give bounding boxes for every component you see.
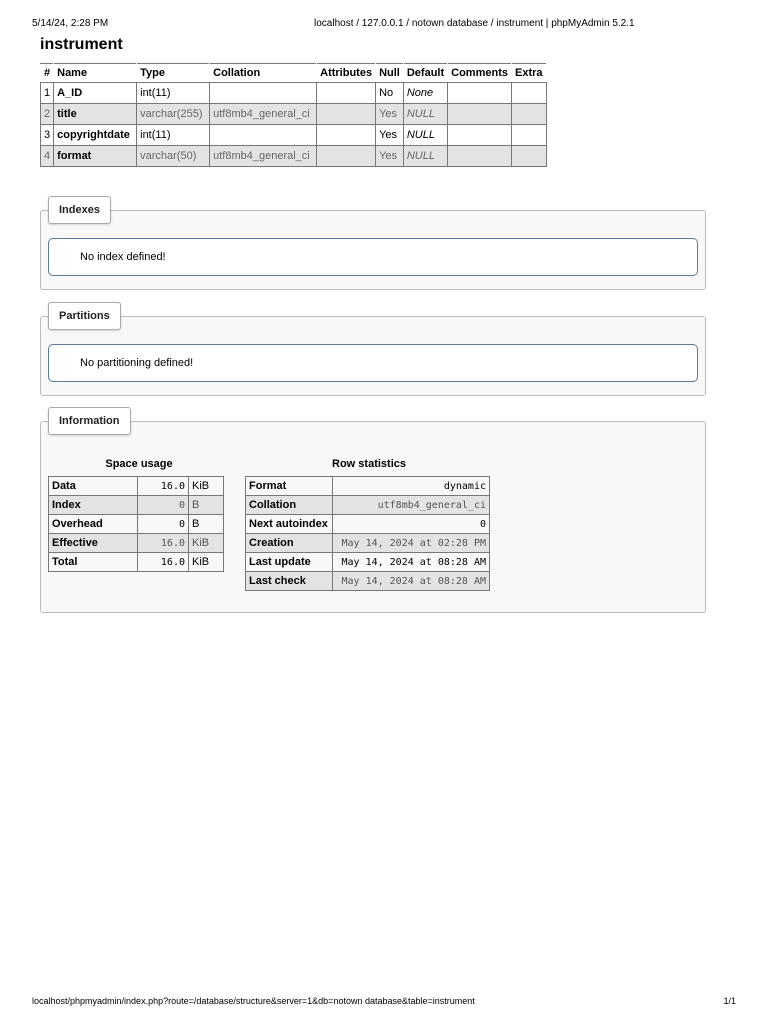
stat-value: May 14, 2024 at 08:28 AM xyxy=(333,572,490,591)
indexes-notice: No index defined! xyxy=(48,238,698,276)
stat-value: 0 xyxy=(333,515,490,534)
column-collation xyxy=(210,83,317,104)
page-number: 1/1 xyxy=(723,996,736,1006)
table-row xyxy=(49,515,224,534)
column-name: A_ID xyxy=(54,83,137,104)
column-header: Name xyxy=(54,64,137,83)
column-comments xyxy=(448,104,512,125)
table-row xyxy=(246,477,490,496)
print-date: 5/14/24, 2:28 PM xyxy=(32,18,109,29)
column-attributes xyxy=(317,83,376,104)
structure-table xyxy=(40,63,547,167)
print-page-title: localhost / 127.0.0.1 / notown database / instrument | phpMyAdmin 5.2.1 xyxy=(314,18,635,29)
stat-label: Effective xyxy=(49,534,138,553)
column-header: Default xyxy=(403,64,447,83)
stat-label: Overhead xyxy=(49,515,138,534)
column-null: Yes xyxy=(376,104,404,125)
table-row xyxy=(49,477,224,496)
column-header: Null xyxy=(376,64,404,83)
column-collation xyxy=(210,125,317,146)
stat-unit: KiB xyxy=(189,534,224,553)
column-header: Comments xyxy=(448,64,512,83)
column-collation: utf8mb4_general_ci xyxy=(210,104,317,125)
stat-value: 0 xyxy=(138,515,189,534)
row-number: 3 xyxy=(41,125,54,146)
row-statistics-table xyxy=(245,476,490,591)
column-extra xyxy=(511,125,546,146)
space-usage-title: Space usage xyxy=(105,458,173,470)
column-extra xyxy=(511,146,546,167)
stat-value: 16.0 xyxy=(138,477,189,496)
table-row xyxy=(49,496,224,515)
stat-value: May 14, 2024 at 08:28 AM xyxy=(333,553,490,572)
stat-value: 0 xyxy=(138,496,189,515)
table-row xyxy=(41,104,547,125)
print-url: localhost/phpmyadmin/index.php?route=/database/structure&server=1&db=notown database&table=instrument xyxy=(32,996,475,1006)
stat-label: Collation xyxy=(246,496,333,515)
stat-unit: KiB xyxy=(189,477,224,496)
column-type: int(11) xyxy=(137,125,210,146)
column-comments xyxy=(448,146,512,167)
stat-label: Next autoindex xyxy=(246,515,333,534)
column-default: NULL xyxy=(403,125,447,146)
table-row xyxy=(49,553,224,572)
structure-header-row xyxy=(41,64,547,83)
stat-value: May 14, 2024 at 02:28 PM xyxy=(333,534,490,553)
table-row xyxy=(246,515,490,534)
column-null: Yes xyxy=(376,125,404,146)
table-row xyxy=(246,553,490,572)
table-row xyxy=(246,572,490,591)
space-usage-table xyxy=(48,476,224,572)
stat-unit: B xyxy=(189,496,224,515)
stat-label: Index xyxy=(49,496,138,515)
table-row xyxy=(246,534,490,553)
table-row xyxy=(49,534,224,553)
column-default: None xyxy=(403,83,447,104)
stat-label: Total xyxy=(49,553,138,572)
information-panel xyxy=(40,415,706,613)
column-null: Yes xyxy=(376,146,404,167)
column-name: copyrightdate xyxy=(54,125,137,146)
table-row xyxy=(41,83,547,104)
column-attributes xyxy=(317,146,376,167)
column-header: Type xyxy=(137,64,210,83)
indexes-panel xyxy=(40,204,706,290)
table-row xyxy=(246,496,490,515)
column-header: Attributes xyxy=(317,64,376,83)
indexes-legend: Indexes xyxy=(48,196,111,224)
column-comments xyxy=(448,125,512,146)
row-number: 4 xyxy=(41,146,54,167)
stat-label: Creation xyxy=(246,534,333,553)
row-number: 2 xyxy=(41,104,54,125)
partitions-notice: No partitioning defined! xyxy=(48,344,698,382)
page-title: instrument xyxy=(40,36,123,53)
row-number: 1 xyxy=(41,83,54,104)
column-default: NULL xyxy=(403,104,447,125)
stat-value: dynamic xyxy=(333,477,490,496)
stat-unit: B xyxy=(189,515,224,534)
table-row xyxy=(41,125,547,146)
column-default: NULL xyxy=(403,146,447,167)
column-extra xyxy=(511,83,546,104)
column-null: No xyxy=(376,83,404,104)
column-type: int(11) xyxy=(137,83,210,104)
stat-label: Last update xyxy=(246,553,333,572)
table-row xyxy=(41,146,547,167)
partitions-legend: Partitions xyxy=(48,302,121,330)
column-attributes xyxy=(317,125,376,146)
column-type: varchar(50) xyxy=(137,146,210,167)
print-header xyxy=(32,18,736,32)
column-header: # xyxy=(41,64,54,83)
column-name: format xyxy=(54,146,137,167)
information-legend: Information xyxy=(48,407,131,435)
row-statistics-title: Row statistics xyxy=(332,458,406,470)
column-comments xyxy=(448,83,512,104)
partitions-panel xyxy=(40,310,706,396)
column-header: Collation xyxy=(210,64,317,83)
column-attributes xyxy=(317,104,376,125)
column-header: Extra xyxy=(511,64,546,83)
column-name: title xyxy=(54,104,137,125)
column-extra xyxy=(511,104,546,125)
stat-unit: KiB xyxy=(189,553,224,572)
stat-label: Data xyxy=(49,477,138,496)
column-type: varchar(255) xyxy=(137,104,210,125)
stat-value: 16.0 xyxy=(138,534,189,553)
stat-label: Last check xyxy=(246,572,333,591)
stat-value: utf8mb4_general_ci xyxy=(333,496,490,515)
column-collation: utf8mb4_general_ci xyxy=(210,146,317,167)
stat-value: 16.0 xyxy=(138,553,189,572)
stat-label: Format xyxy=(246,477,333,496)
